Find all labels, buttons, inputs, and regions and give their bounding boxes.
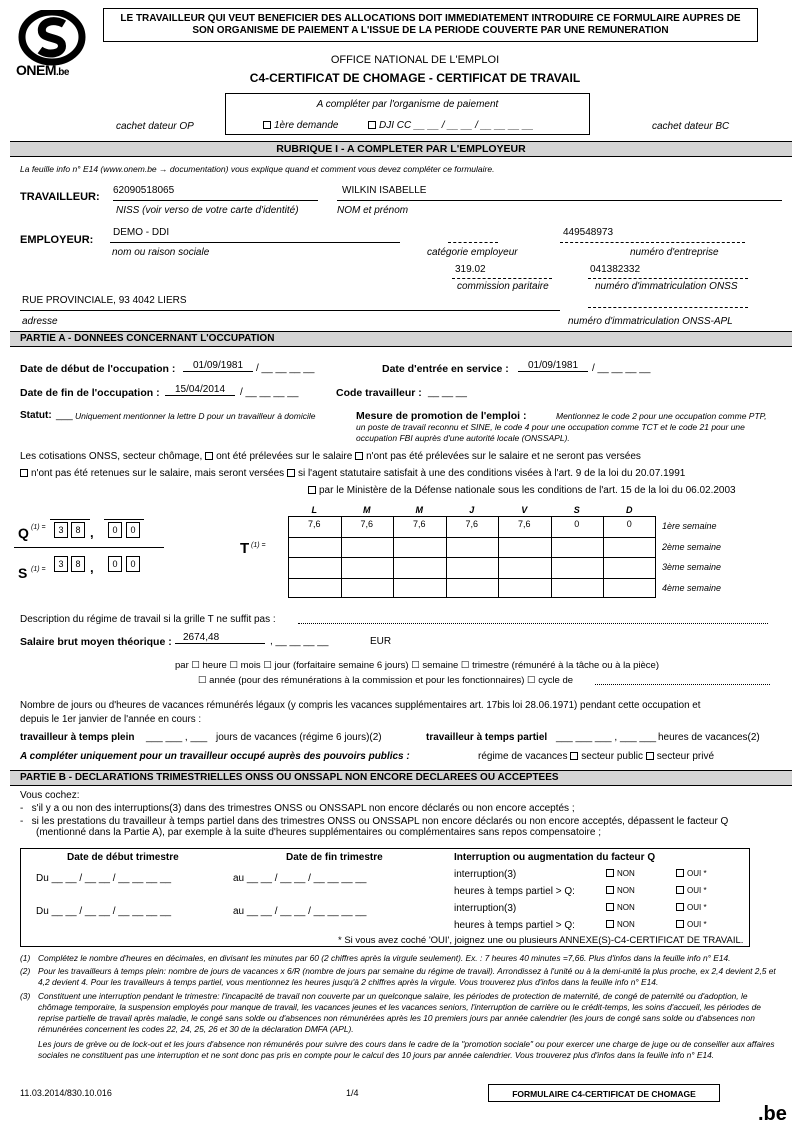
partB-non-label: NON — [617, 903, 635, 912]
partB-bullet2: - si les prestations du travailleur à temps partiel dans des trimestres ONSS ou ONSSAPL non encore déclarés ou non encore acceptés, dépassent le facteur Q (mentionné dans la Partie A), par exemple à la suite d'heures supplémentaires ou complémentaires sans repos compensatoire ; — [20, 816, 729, 838]
q-suffix: (1) = — [31, 524, 46, 531]
address-line — [20, 310, 560, 311]
niss-caption: NISS (voir verso de votre carte d'identité) — [116, 205, 299, 216]
name-caption: NOM et prénom — [337, 205, 409, 216]
regime-line — [298, 623, 768, 624]
footer-ref: 11.03.2014/830.10.016 — [20, 1088, 112, 1098]
cotis-line1: Les cotisations ONSS, secteur chômage, ont été prélevées sur le salaire n'ont pas été prélevées sur le salaire et ne seront pas versées — [20, 451, 641, 462]
s-label: S — [18, 565, 28, 581]
partB-non-label: NON — [617, 886, 635, 895]
partB-non-checkbox-0[interactable] — [606, 869, 614, 877]
entry-label: Date d'entrée en service : — [382, 363, 509, 375]
s-digit-3[interactable]: 0 — [108, 556, 122, 572]
day-header-5: S — [573, 505, 580, 515]
partB-non-option-0 — [606, 869, 635, 878]
cotis-prelevees-checkbox[interactable] — [205, 452, 213, 460]
quarter1-end[interactable]: au __ __ / __ __ / __ __ __ __ — [233, 873, 367, 884]
address-caption: adresse — [22, 316, 58, 327]
first-request-checkbox[interactable] — [263, 121, 271, 129]
statut-label: Statut: — [20, 410, 52, 421]
q-digit-1[interactable]: 3 — [54, 522, 68, 538]
onssapl-line — [588, 307, 748, 308]
cotis-non-prelevees-checkbox[interactable] — [355, 452, 363, 460]
partB-oui-option-3 — [676, 920, 707, 929]
employer-name-caption: nom ou raison sociale — [112, 247, 210, 258]
q-digit-3[interactable]: 0 — [108, 522, 122, 538]
promo-text: Mentionnez le code 2 pour une occupation comme PTP, un poste de travail reconnu et SINE, le code 4 pour une occupation comme TCT et le code 21 pour une occupation FBI auprès d'une autorité locale (ONSSAPL). — [356, 411, 767, 443]
partB-intro: Vous cochez: — [20, 790, 80, 801]
footnote-3: (3) Constituent une interruption pendant le trimestre: l'incapacité de travail non couverte par un quelconque salaire, les périodes de protection de maternité, de congé de paternité ou d'adoption, le chômage temporaire, la suspension employés pour manque de travail, les vacances jeunes et les vacances seniors, l'interruption de carrière ou le crédit-temps, les soins d'accueil, les périodes de reprise partielle de travail après maladie, le congé sans solde ou d'absences non rémunérées après les 10 premiers jours par année calendrier (les jours de congé sans solde ou d'absences non rémunérées concernent les codes 22, 24, 25, 26 et 30 de la déclaration DMFA (APL). — [20, 991, 761, 1034]
s-digit-2[interactable]: 8 — [71, 556, 85, 572]
week1-hours-0[interactable]: 7,6 — [307, 519, 321, 529]
fulltime-label: travailleur à temps plein — [20, 732, 135, 743]
start-label: Date de début de l'occupation : — [20, 363, 176, 375]
joint-committee[interactable]: 319.02 — [455, 264, 486, 275]
partB-non-checkbox-3[interactable] — [606, 920, 614, 928]
cycle-line — [595, 684, 770, 685]
worker-code-label: Code travailleur : — [336, 387, 422, 399]
public-label: A compléter uniquement pour un travailleur occupé auprès des pouvoirs publics : — [20, 751, 410, 762]
worker-code-blanks[interactable]: __ __ __ — [428, 387, 467, 398]
week1-hours-5[interactable]: 0 — [574, 519, 580, 529]
q-comma: , — [90, 525, 94, 540]
footnote-2: (2) Pour les travailleurs à temps plein: nombre de jours de vacances x 6/R (nombre de jours par semaine du régime de travail). Arrondissez à l'unité ou à la demi-unité la plus proche, ex 2,4 devient 2,5 et 4,2 devient 4. Pour les travailleurs à temps partiel, vous mentionnez les heures jusqu'à 2 chiffres après la virgule. Vous trouverez plus d'infos dans la feuille info n° E14. — [20, 966, 776, 987]
week-label-3: 4ème semaine — [662, 582, 722, 593]
fulltime-suffix: jours de vacances (régime 6 jours)(2) — [216, 732, 382, 743]
footer-form-label: FORMULAIRE C4-CERTIFICAT DE CHOMAGE — [512, 1089, 696, 1099]
s-suffix: (1) = — [31, 566, 46, 573]
parttime-label: travailleur à temps partiel — [426, 732, 548, 743]
category-caption: catégorie employeur — [427, 247, 518, 258]
cotis-line2: n'ont pas été retenues sur le salaire, mais seront versées si l'agent statutaire satisfait à une des conditions visées à l'art. 9 de la loi du 20.07.1991 — [20, 468, 685, 479]
partB-non-option-2 — [606, 903, 635, 912]
annex-note: * Si vous avez coché 'OUI', joignez une ou plusieurs ANNEXE(S)-C4-CERTIFICAT DE TRAVAIL. — [338, 935, 744, 946]
company-number[interactable]: 449548973 — [563, 227, 614, 238]
t-label: T — [240, 540, 250, 557]
form-title: C4-CERTIFICAT DE CHOMAGE - CERTIFICAT DE TRAVAIL — [249, 71, 581, 85]
end-year-blanks: / __ __ __ __ — [240, 387, 299, 398]
worker-niss[interactable]: 62090518065 — [113, 185, 175, 196]
partB-oui-checkbox-2[interactable] — [676, 903, 684, 911]
quarter1-start[interactable]: Du __ __ / __ __ / __ __ __ __ — [36, 873, 172, 884]
logo-text: ONEM — [16, 62, 56, 78]
onssapl-caption: numéro d'immatriculation ONSS-APL — [568, 316, 733, 327]
partB-non-checkbox-2[interactable] — [606, 903, 614, 911]
stamp-op: cachet dateur OP — [116, 121, 194, 132]
day-header-1: M — [363, 505, 371, 515]
niss-line — [113, 200, 318, 201]
holiday-text2: depuis le 1er janvier de l'année en cours : — [20, 714, 202, 725]
per-line2: ☐ année (pour des rémunérations à la commission et pour les fonctionnaires) ☐ cycle de — [198, 675, 574, 686]
fraction-line — [14, 547, 164, 548]
category-line — [448, 242, 498, 243]
cotis-statutaire-checkbox[interactable] — [287, 469, 295, 477]
partB-row-label-1: heures à temps partiel > Q: — [454, 886, 575, 897]
week1-hours-4[interactable]: 7,6 — [517, 519, 531, 529]
week1-hours-3[interactable]: 7,6 — [465, 519, 478, 529]
quarter2-start[interactable]: Du __ __ / __ __ / __ __ __ __ — [36, 906, 172, 917]
t-grid-row-line — [288, 537, 656, 538]
joint-committee-line — [452, 278, 552, 279]
footer-be: .be — [758, 1103, 787, 1125]
cotis-defense-checkbox[interactable] — [308, 486, 316, 494]
onss-number-line — [588, 278, 748, 279]
day-header-2: M — [415, 505, 423, 515]
s-digit-4[interactable]: 0 — [126, 556, 140, 572]
employer-name[interactable]: DEMO - DDI — [113, 227, 170, 238]
salary-value[interactable]: 2674,48 — [175, 632, 265, 644]
col-start-header: Date de début trimestre — [67, 852, 179, 863]
footnote-3b: Les jours de grève ou de lock-out et les jours d'absence non rémunérés pour suivre des cours dans le cadre de la "promotion sociale" ou pour exercer une charge de juge ou de conseiller aux affaires sociales ne constituent pas une interruption et ne sont donc pas pris en compte pour le calcul des 10 jours par année calendrier. Vous trouverez plus d'infos dans la feuille info n° E14. — [38, 1039, 775, 1060]
joint-committee-caption: commission paritaire — [457, 281, 549, 292]
partB-non-label: NON — [617, 869, 635, 878]
start-value[interactable]: 01/09/1981 — [183, 360, 253, 372]
dji-cc: DJI CC __ __ / __ __ / __ __ __ __ — [368, 120, 534, 131]
q-frame-top2 — [104, 519, 144, 520]
s-comma: , — [90, 560, 94, 575]
partB-oui-checkbox-0[interactable] — [676, 869, 684, 877]
onem-logo — [14, 10, 94, 80]
partB-row-label-0: interruption(3) — [454, 869, 517, 880]
week-label-2: 3ème semaine — [662, 562, 722, 573]
entry-year-blanks: / __ __ __ __ — [592, 363, 651, 374]
t-suffix: (1) = — [251, 542, 266, 549]
day-header-4: V — [521, 505, 528, 515]
company-number-caption: numéro d'entreprise — [630, 247, 719, 258]
col-interruption-header: Interruption ou augmentation du facteur Q — [454, 852, 656, 863]
week1-hours-1[interactable]: 7,6 — [360, 519, 373, 529]
q-digit-4[interactable]: 0 — [126, 522, 140, 538]
partB-oui-label: OUI * — [687, 920, 707, 929]
start-year-blanks: / __ __ __ __ — [256, 363, 315, 374]
q-digit-2[interactable]: 8 — [71, 522, 85, 538]
quarter2-end[interactable]: au __ __ / __ __ / __ __ __ __ — [233, 906, 367, 917]
header-notice-line1: LE TRAVAILLEUR QUI VEUT BENEFICIER DES ALLOCATIONS DOIT IMMEDIATEMENT INTRODUIRE CE FORMULAIRE AUPRES DE — [120, 13, 741, 24]
partB-non-checkbox-1[interactable] — [606, 886, 614, 894]
s-digit-1[interactable]: 3 — [54, 556, 68, 572]
partB-title: PARTIE B - DECLARATIONS TRIMESTRIELLES ONSS OU ONSSAPL NON ENCORE DECLAREES OU ACCEPTEES — [20, 772, 559, 783]
week-label-0: 1ère semaine — [662, 521, 717, 531]
partB-row-label-3: heures à temps partiel > Q: — [454, 920, 575, 931]
rubrique1-title: RUBRIQUE I - A COMPLETER PAR L'EMPLOYEUR — [276, 143, 526, 155]
week1-hours-2[interactable]: 7,6 — [412, 519, 426, 529]
cotis-non-retenues-checkbox[interactable] — [20, 469, 28, 477]
first-request: 1ère demande — [263, 120, 339, 131]
worker-label: TRAVAILLEUR: — [20, 191, 100, 203]
stamp-bc: cachet dateur BC — [652, 121, 730, 132]
partB-oui-label: OUI * — [687, 886, 707, 895]
employer-name-line — [110, 242, 400, 243]
parttime-blanks[interactable]: ___ ___ ___ , ___ ___ — [556, 732, 657, 743]
partB-non-option-3 — [606, 920, 635, 929]
office-name: OFFICE NATIONAL DE L'EMPLOI — [330, 54, 500, 66]
partB-oui-option-0 — [676, 869, 707, 878]
partB-oui-option-1 — [676, 886, 707, 895]
partB-row-label-2: interruption(3) — [454, 903, 517, 914]
onss-number[interactable]: 041382332 — [590, 264, 641, 275]
onss-caption: numéro d'immatriculation ONSS — [595, 281, 738, 292]
cotis-line3: par le Ministère de la Défense nationale sous les conditions de l'art. 15 de la loi du 06.02.2003 — [308, 485, 736, 496]
parttime-suffix: heures de vacances(2) — [658, 732, 760, 743]
payment-box-caption: A compléter par l'organisme de paiement — [316, 99, 499, 110]
partB-bullet1: - s'il y a ou non des interruptions(3) dans des trimestres ONSS ou ONSSAPL non encore déclarés ou non encore acceptés ; — [20, 803, 575, 814]
q-label: Q — [18, 525, 29, 541]
week-label-1: 2ème semaine — [662, 541, 722, 552]
currency: EUR — [370, 636, 392, 647]
dji-cc-checkbox[interactable] — [368, 121, 376, 129]
t-grid-row-line — [288, 557, 656, 558]
statut-blank[interactable]: ___ — [56, 410, 73, 421]
partB-non-label: NON — [617, 920, 635, 929]
private-sector-checkbox[interactable] — [646, 752, 654, 760]
end-label: Date de fin de l'occupation : — [20, 387, 160, 399]
partA-title: PARTIE A - DONNEES CONCERNANT L'OCCUPATION — [20, 333, 275, 344]
partB-oui-option-2 — [676, 903, 707, 912]
regime-label: Description du régime de travail si la grille T ne suffit pas : — [20, 614, 276, 625]
salary-blanks: , __ __ __ __ — [270, 636, 329, 647]
week1-hours-6[interactable]: 0 — [626, 519, 632, 529]
worker-name[interactable]: WILKIN ISABELLE — [342, 185, 427, 196]
statut-text: Uniquement mentionner la lettre D pour un travailleur à domicile — [75, 411, 316, 421]
end-value[interactable]: 15/04/2014 — [165, 384, 235, 396]
logo-suffix: .be — [56, 67, 69, 78]
day-header-6: D — [626, 505, 633, 515]
day-header-3: J — [469, 505, 475, 515]
t-grid-row-line — [288, 578, 656, 579]
partB-oui-checkbox-3[interactable] — [676, 920, 684, 928]
partB-oui-checkbox-1[interactable] — [676, 886, 684, 894]
col-end-header: Date de fin trimestre — [286, 852, 383, 863]
promo-label: Mesure de promotion de l'emploi : — [356, 410, 527, 422]
footer-page: 1/4 — [346, 1088, 359, 1098]
company-number-line — [560, 242, 745, 243]
employer-label: EMPLOYEUR: — [20, 234, 94, 246]
day-header-0: L — [311, 505, 317, 515]
employer-address[interactable]: RUE PROVINCIALE, 93 4042 LIERS — [22, 295, 187, 306]
public-options: régime de vacances secteur public secteur privé — [478, 751, 715, 762]
q-frame-top — [50, 519, 90, 520]
partB-oui-label: OUI * — [687, 903, 707, 912]
public-sector-checkbox[interactable] — [570, 752, 578, 760]
partB-oui-label: OUI * — [687, 869, 707, 878]
rubrique1-info: La feuille info n° E14 (www.onem.be → documentation) vous explique quand et comment vous devez compléter ce formulaire. — [20, 164, 495, 174]
header-notice-line2: SON ORGANISME DE PAIEMENT A L'ISSUE DE LA PERIODE COUVERTE PAR UNE REMUNERATION — [192, 25, 669, 36]
holiday-text1: Nombre de jours ou d'heures de vacances rémunérés légaux (y compris les vacances supplémentaires art. 17bis loi 28.06.1971) pendant cette occupation et — [20, 700, 701, 711]
entry-value[interactable]: 01/09/1981 — [518, 360, 588, 372]
per-line1: par ☐ heure ☐ mois ☐ jour (forfaitaire semaine 6 jours) ☐ semaine ☐ trimestre (rémunéré à la tâche ou à la pièce) — [175, 660, 659, 671]
partB-non-option-1 — [606, 886, 635, 895]
salary-label: Salaire brut moyen théorique : — [20, 636, 172, 648]
footnote-1: (1) Complétez le nombre d'heures en décimales, en divisant les minutes par 60 (2 chiffres après la virgule seulement). Ex. : 7 heures 40 minutes =7,66. Plus d'infos dans la feuille info n° E14. — [20, 953, 731, 963]
fulltime-blanks[interactable]: ___ ___ , ___ — [146, 732, 208, 743]
name-line — [337, 200, 782, 201]
